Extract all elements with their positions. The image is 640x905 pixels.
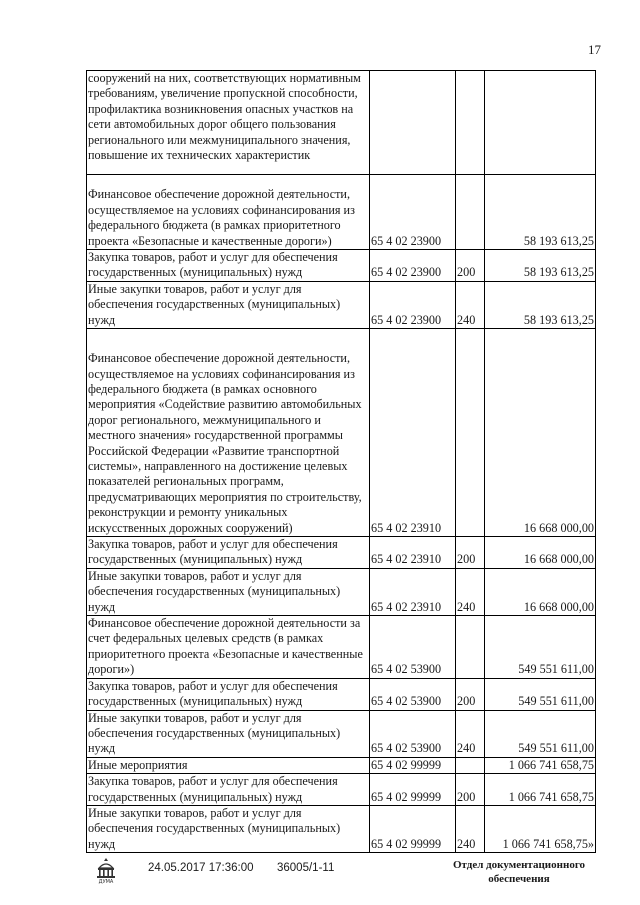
- row-code: 65 4 02 53900: [370, 710, 456, 757]
- row-vr: [456, 616, 485, 679]
- row-code: 65 4 02 23900: [370, 250, 456, 282]
- table-row: [87, 774, 596, 806]
- row-name: Финансовое обеспечение дорожной деятельности, осуществляемое на условиях софинансирования из федерального бюджета (в рамках основного мероприятия «Содействие развитию автомобильных дорог регионального, межмуниципального и местного значения» государственной программы Российской Федерации «Развитие транспортной системы», направленного на достижение целевых показателей региональных программ, предусматривающих мероприятия по строительству, реконструкции и ремонту уникальных искусственных дорожных сооружений): [87, 329, 370, 537]
- row-vr: 200: [456, 250, 485, 282]
- table-row: [87, 281, 596, 328]
- row-vr: 200: [456, 678, 485, 710]
- budget-table: [86, 70, 596, 853]
- row-code: 65 4 02 53900: [370, 616, 456, 679]
- row-vr: [456, 757, 485, 773]
- stamp-line-1: Отдел документационного: [452, 859, 586, 871]
- row-vr: [456, 71, 485, 175]
- row-amount: 1 066 741 658,75: [485, 774, 596, 806]
- row-code: 65 4 02 23910: [370, 568, 456, 615]
- row-code: 65 4 02 99999: [370, 774, 456, 806]
- row-name: Закупка товаров, работ и услуг для обеспечения государственных (муниципальных) нужд: [87, 537, 370, 569]
- row-code: 65 4 02 23900: [370, 281, 456, 328]
- row-name: Иные закупки товаров, работ и услуг для обеспечения государственных (муниципальных) нужд: [87, 281, 370, 328]
- row-amount: 1 066 741 658,75: [485, 757, 596, 773]
- row-vr: 200: [456, 774, 485, 806]
- row-vr: [456, 329, 485, 537]
- row-amount: 58 193 613,25: [485, 175, 596, 250]
- footer-doc-number: 36005/1-11: [277, 862, 335, 874]
- logo-text: ДУМА: [98, 879, 114, 884]
- table-row: [87, 616, 596, 679]
- row-vr: [456, 175, 485, 250]
- row-vr: 240: [456, 710, 485, 757]
- department-stamp: [434, 858, 604, 886]
- table-row: [87, 805, 596, 852]
- row-amount: 16 668 000,00: [485, 568, 596, 615]
- row-code: 65 4 02 23910: [370, 329, 456, 537]
- row-name: сооружений на них, соответствующих нормативным требованиям, увеличение пропускной способности, профилактика возникновения опасных участков на сети автомобильных дорог общего пользования регионального или межмуниципального значения, повышение их технических характеристик: [87, 71, 370, 175]
- table-row: [87, 175, 596, 250]
- table-row: [87, 757, 596, 773]
- table-row: [87, 71, 596, 175]
- row-amount: [485, 71, 596, 175]
- row-name: Финансовое обеспечение дорожной деятельности за счет федеральных целевых средств (в рамках приоритетного проекта «Безопасные и качественные дороги»): [87, 616, 370, 679]
- row-amount: 16 668 000,00: [485, 537, 596, 569]
- footer-datetime: 24.05.2017 17:36:00: [148, 862, 254, 874]
- row-code: 65 4 02 99999: [370, 805, 456, 852]
- row-amount: 58 193 613,25: [485, 250, 596, 282]
- row-code: 65 4 02 23900: [370, 175, 456, 250]
- row-code: [370, 71, 456, 175]
- table-row: [87, 250, 596, 282]
- row-vr: 240: [456, 281, 485, 328]
- row-name: Иные закупки товаров, работ и услуг для обеспечения государственных (муниципальных) нужд: [87, 805, 370, 852]
- row-name: Закупка товаров, работ и услуг для обеспечения государственных (муниципальных) нужд: [87, 678, 370, 710]
- row-code: 65 4 02 23910: [370, 537, 456, 569]
- row-amount: 58 193 613,25: [485, 281, 596, 328]
- row-amount: 1 066 741 658,75»: [485, 805, 596, 852]
- row-vr: 240: [456, 568, 485, 615]
- row-amount: 16 668 000,00: [485, 329, 596, 537]
- table-row: [87, 568, 596, 615]
- row-name: Закупка товаров, работ и услуг для обеспечения государственных (муниципальных) нужд: [87, 774, 370, 806]
- row-amount: 549 551 611,00: [485, 710, 596, 757]
- table-row: [87, 678, 596, 710]
- row-name: Иные мероприятия: [87, 757, 370, 773]
- stamp-line-2: обеспечения: [488, 873, 550, 885]
- row-vr: 240: [456, 805, 485, 852]
- row-name: Иные закупки товаров, работ и услуг для обеспечения государственных (муниципальных) нужд: [87, 568, 370, 615]
- row-name: Закупка товаров, работ и услуг для обеспечения государственных (муниципальных) нужд: [87, 250, 370, 282]
- duma-logo-icon: [94, 856, 118, 884]
- row-name: Иные закупки товаров, работ и услуг для обеспечения государственных (муниципальных) нужд: [87, 710, 370, 757]
- row-code: 65 4 02 99999: [370, 757, 456, 773]
- table-row: [87, 537, 596, 569]
- page-number: 17: [588, 42, 601, 57]
- row-amount: 549 551 611,00: [485, 616, 596, 679]
- row-name: Финансовое обеспечение дорожной деятельности, осуществляемое на условиях софинансирования из федерального бюджета (в рамках приоритетного проекта «Безопасные и качественные дороги»): [87, 175, 370, 250]
- row-amount: 549 551 611,00: [485, 678, 596, 710]
- table-row: [87, 329, 596, 537]
- row-vr: 200: [456, 537, 485, 569]
- row-code: 65 4 02 53900: [370, 678, 456, 710]
- table-row: [87, 710, 596, 757]
